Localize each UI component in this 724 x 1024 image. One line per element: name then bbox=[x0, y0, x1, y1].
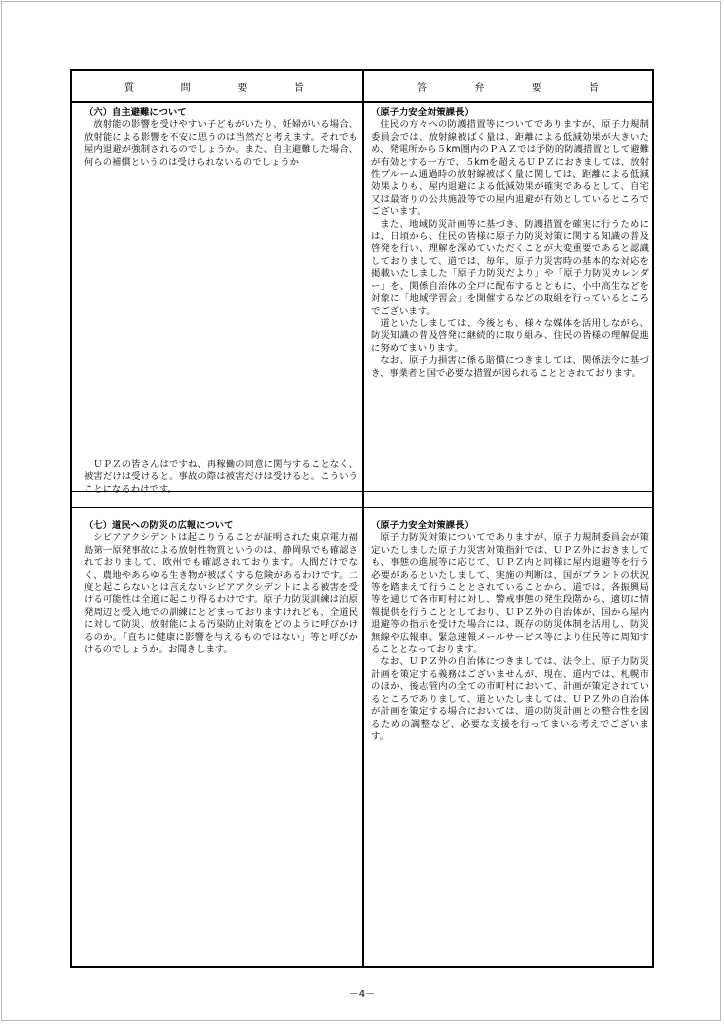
answer-7 bbox=[371, 520, 649, 743]
question-6-paragraph: 放射能の影響を受けやすい子どもがいたり、妊婦がいる場合、放射能による影響を不安に思うのは当然だと考えます。それでも屋内退避が強制されるのでしょうか。また、自主避難した場合、何らの補償というのは受けられないるのでしょうか bbox=[84, 119, 358, 168]
question-7-title: （七）道民への防災の広報について bbox=[84, 520, 234, 531]
question-header-char: 問 bbox=[180, 82, 191, 94]
question-6-title: （六）自主避難について bbox=[84, 107, 187, 118]
followup-paragraph: ＵＰＺの皆さんはですね、再稼働の同意に関与することなく、被害だけは受けると。事故の際は被害だけは受けると。こういうことになるわけです。 bbox=[84, 459, 358, 495]
answer-6 bbox=[371, 107, 649, 380]
header-divider bbox=[72, 101, 652, 103]
answer-header-char: 要 bbox=[531, 82, 542, 94]
answer-header-char: 弁 bbox=[474, 82, 485, 94]
answer-6-title: （原子力安全対策課長） bbox=[371, 107, 474, 118]
question-7 bbox=[84, 520, 358, 656]
answer-header-char: 答 bbox=[417, 82, 427, 94]
answer-6-paragraph: 道といたしましては、今後とも、様々な媒体を活用しながら、防災知識の普及啓発に継続的に取り組み、住民の皆様の理解促進に努めてまいります。 bbox=[371, 317, 649, 354]
question-header-char: 旨 bbox=[293, 82, 304, 94]
answer-header bbox=[417, 71, 599, 101]
answer-header-char: 旨 bbox=[588, 82, 599, 94]
answer-6-paragraph: 住民の方々への防護措置等についてでありますが、原子力規制委員会では、放射線被ばく量は、距離による低減効果が大きいため、発電所から５km圏内のＰＡＺでは予防的防護措置として避難が有効とする一方で、５kmを超えるＵＰＺにおきましては、放射性プルーム通過時の放射線被ばく量に関しては、距離による低減効果よりも、屋内退避による低減効果が確実であるとして、自宅又は最寄りの公共施設等での屋内退避が有効としているところでございます。 bbox=[371, 119, 649, 218]
page-number: －4－ bbox=[348, 989, 376, 1000]
question-6 bbox=[84, 107, 358, 169]
answer-7-paragraph: 原子力防災対策についてでありますが、原子力規制委員会が策定いたしました原子力災害対策指針では、ＵＰＺ外におきましても、事態の進展等に応じて、ＵＰＺ内と同様に屋内退避等を行う必要があるといたしまして、実施の判断は、国がプラントの状況等を踏まえて行うこととされていることから、道では、各振興局等を通じて各市町村に対し、警戒事態の発生段階から、適切に情報提供を行うこととしており、ＵＰＺ外の自治体が、国から屋内退避等の指示を受けた場合には、既存の防災体制を活用し、防災無線や広報車、緊急速報メールサービス等により住民等に周知することとなっております。 bbox=[371, 532, 649, 656]
question-header bbox=[124, 71, 304, 101]
column-divider bbox=[362, 71, 364, 966]
answer-7-paragraph: なお、ＵＰＺ外の自治体につきましては、法令上、原子力防災計画を策定する義務はございませんが、現在、道内では、札幌市のほか、後志管内の全ての市町村において、計画が策定されているところでありまして、道といたしましては、ＵＰＺ外の自治体が計画を策定する場合においては、道の防災計画との整合性を図るための調整など、必要な支援を行ってまいる考えでございます。 bbox=[371, 656, 649, 742]
question-header-char: 要 bbox=[237, 82, 248, 94]
question-header-char: 質 bbox=[124, 82, 134, 94]
answer-7-title: （原子力安全対策課長） bbox=[371, 520, 474, 531]
question-7-paragraph: シビアアクシデントは起こりうることが証明された東京電力福島第一原発事故による放射性物質というのは、静岡県でも確認されておりまして、欧州でも確認されております。人間だけでなく、農地やあらゆる生き物が被ばくする危険があるわけです。二度と起こらないとは言えないシビアアクシデントによる被害を受ける可能性は全道に起こり得るわけです。原子力防災訓練は泊原発周辺と受入地での訓練にとどまっておりますけれども、全道民に対して防災、放射能による汚染防止対策をどのように呼びかけるのか。「直ちに健康に影響を与えるものではない」等と呼びかけるのでしょうか。お聞きします。 bbox=[84, 532, 358, 656]
qa-table bbox=[70, 69, 654, 968]
answer-6-paragraph: また、地域防災計画等に基づき、防護措置を確実に行うためには、日頃から、住民の皆様に原子力防災対策に関する知識の普及啓発を行い、理解を深めていただくことが大変重要であると認識しておりまして、道では、毎年、原子力災害時の基本的な対応を掲載いたしました「原子力防災だより」や「原子力防災カレンダー」を、関係自治体の全戸に配布するとともに、小中高生などを対象に「地域学習会」を開催するなどの取組を行っているところでございます。 bbox=[371, 218, 649, 317]
section-divider-1b bbox=[72, 507, 652, 508]
question-6-followup bbox=[84, 459, 358, 496]
answer-6-paragraph: なお、原子力損害に係る賠償につきましては、関係法令に基づき、事業者と国で必要な措置が図られることとされております。 bbox=[371, 355, 649, 379]
